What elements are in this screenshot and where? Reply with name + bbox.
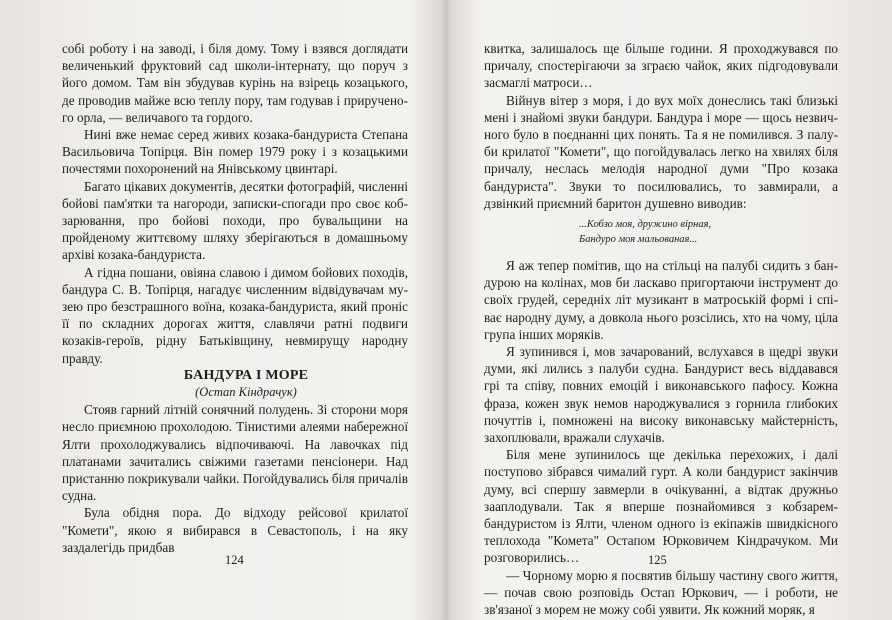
paragraph: Я зупинився і, мов зачарований, вслухався в щедрі звуки думи, які лились з палуби судна. Бандурист весь віддавався грі та співу, повних емоцій і виконавського пафосу. Кожна фраза, кожен звук немов народжувалися з горнила глибоких почуттів і, помножені на високу виконавську майстерність, захоплювали, вражали слухачів. [484, 344, 838, 446]
paragraph: собі роботу і на заводі, і біля дому. Тому і взявся доглядати величенький фруктовий сад школи-інтернату, що поруч з його домом. Там він збудував курінь на взірець козацького, де проводив майже всю теплу пору, там годував і прирученого орла, — величавого та гордого. [62, 41, 408, 125]
section-author: (Остап Кіндрачук) [195, 385, 297, 400]
paragraph: Я аж тепер помітив, що на стільці на палубі сидить з бандурою на колінах, мов би ласкаво пригортаючи інструмент до своїх грудей, середніх літ музикант в матроській формі і співає народну думу, а довкола нього розсілись, хто на чому, ціла група інших моряків. [484, 258, 838, 342]
left-page-text [62, 40, 408, 556]
paragraph: Багато цікавих документів, десятки фотографій, численні бойові пам'ятки та нагороди, записки-спогади про своє кобзарювання, про бойові походи, про бувальщини на пройденому життєвому шляху зберігаються в домашньому архіві козака-бандуриста. [62, 178, 408, 263]
paragraph: — Чорному морю я посвятив більшу частину свого життя, — почав свою розповідь Остап Юркович, — і роботи, не зв'язаної з морем не можу собі уявити. Як кожний моряк, я [484, 567, 838, 618]
paragraph: Стояв гарний літній сонячний полудень. Зі сторони моря несло приємною прохолодою. Тінистими алеями набережної Ялти прохолоджувались відпочиваючі. На лавочках під платанами зачитались свіжими газетами пенсіонери. Над пристанню покрикували чайки. Погойдувались біля причалів судна. [62, 402, 408, 504]
right-page-text [484, 40, 838, 618]
quote-line: ...Кобзо моя, дружино вірная, [579, 219, 712, 231]
paragraph: Війнув вітер з моря, і до вух моїх донеслись такі близькі мені і знайомі звуки бандури. Бандура і море — щось незвичного було в поєднанні цих понять. Та я не помилився. З палуби крилатої "Комети", що погойдувалась легко на хвилях біля причалу, неслась мелодія народної думи "Про козака бандуриста". Звуки то посилювались, то завмирали, а дзвінкий приємний баритон душевно виводив: [484, 92, 838, 211]
paragraph: А гідна пошани, овіяна славою і димом бойових походів, бандура С. В. Топірця, нагадує численним відвідувачам музею про безстрашного воїна, козака-бандуриста, який проніс її по складних дорогах життя, славлячи ратні подвиги козаків-героїв, рідну Батьківщину, невмирущу народну правду. [62, 264, 408, 366]
paragraph: Була обідня пора. До відходу рейсової крилатої "Комети", якою я вибирався в Севастополь, і на яку заздалегідь придбав [62, 505, 408, 555]
section-heading: БАНДУРА І МОРЕ [183, 367, 309, 383]
paragraph: Біля мене зупинилось ще декілька перехожих, і далі поступово зібрався чималий гурт. А коли бандурист закінчив думу, всі спершу завмерли в очікуванні, а відтак дружньо зааплодували. Так я вперше познайомився з кобзарем-бандуристом із Ялти, членом одного із екіпажів швидкісного теплохода "Комета" Остапом Юрковичем Кіндрачуком. Ми розговорились… [484, 447, 838, 566]
song-quote [484, 217, 838, 247]
right-page [446, 0, 892, 620]
paragraph: квитка, залишалось ще більше години. Я проходжувався по причалу, спостерігаючи за зграєю чайок, яких підгодовували засмаглі матроси… [484, 41, 838, 91]
paragraph: Нині вже немає серед живих козака-бандуриста Степана Васильовича Топірця. Він помер 1979 року і з козацькими почестями похоронений на Янівському цвинтарі. [62, 127, 408, 177]
page-number: 125 [648, 553, 667, 567]
quote-line: Бандуро моя мальованая... [579, 234, 698, 246]
page-number: 124 [225, 553, 244, 567]
